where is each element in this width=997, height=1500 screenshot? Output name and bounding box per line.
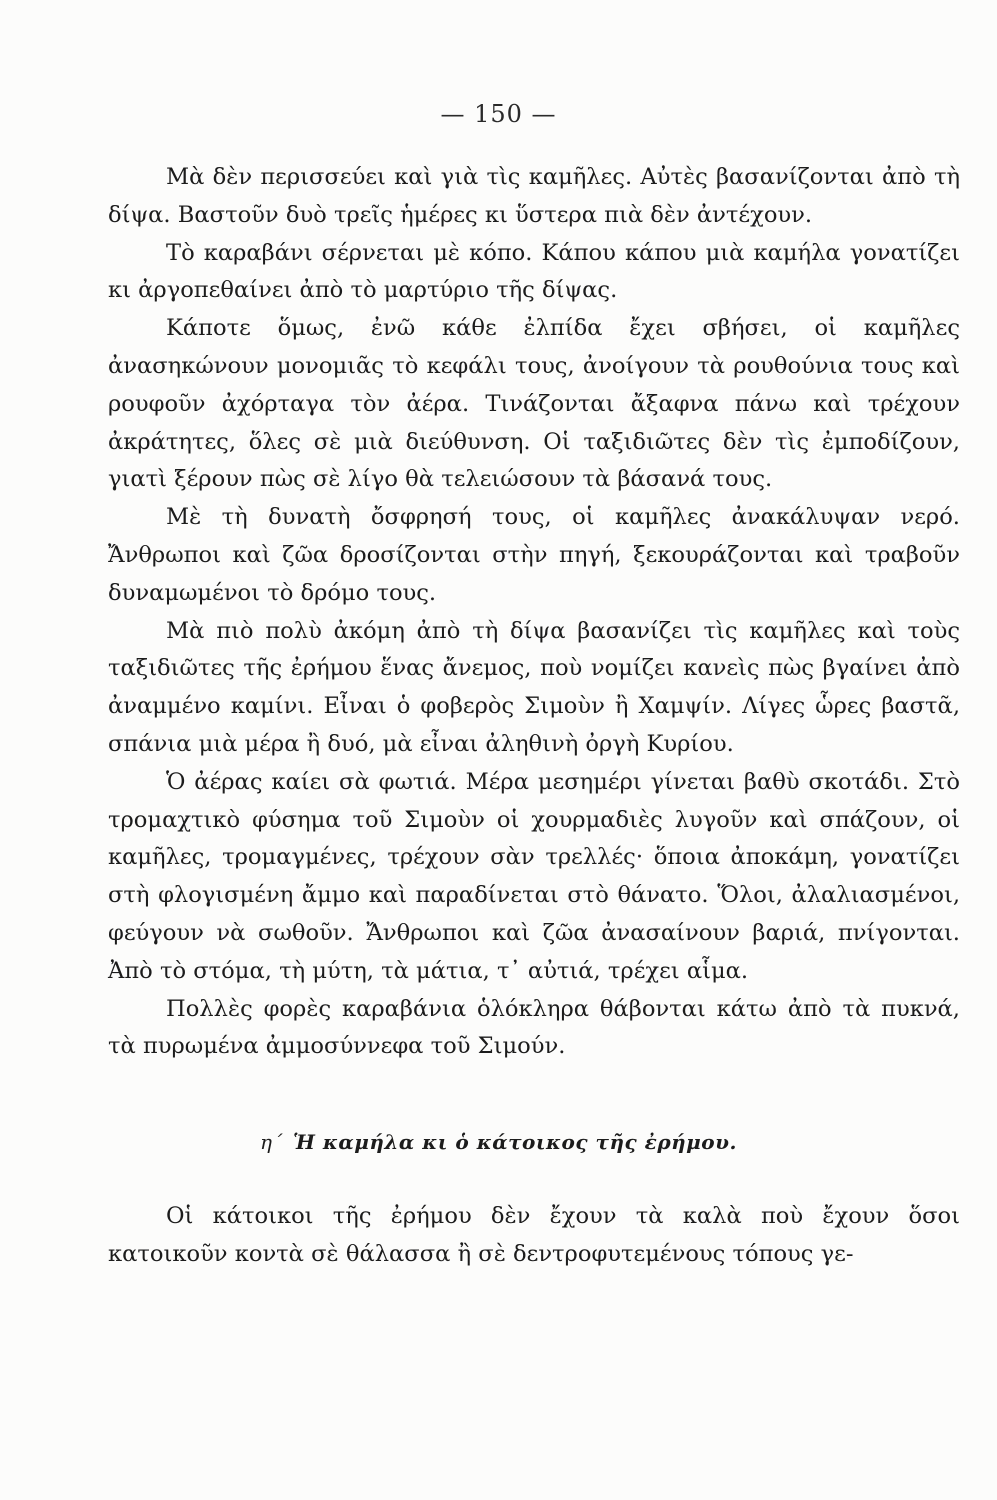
paragraph-5: Μὰ πιὸ πολὺ ἀκόμη ἀπὸ τὴ δίψα βασανίζει τὶς καμῆλες καὶ τοὺς ταξιδιῶτες τῆς ἐρήμου ἕνας ἄνεμος, ποὺ νομίζει κανεὶς πὼς βγαίνει ἀπὸ ἀναμμένο καμίνι. Εἶναι ὁ φοβερὸς Σιμοὺν ἢ Χαμψίν. Λίγες ὧρες βαστᾶ, σπάνια μιὰ μέρα ἢ δυό, μὰ εἶναι ἀληθινὴ ὀργὴ Κυρίου. (108, 617, 960, 757)
paragraph-7: Πολλὲς φορὲς καραβάνια ὁλόκληρα θάβονται κάτω ἀπὸ τὰ πυκνά, τὰ πυρωμένα ἀμμοσύννεφα τοῦ Σιμούν. (108, 995, 960, 1060)
paragraph-4: Μὲ τὴ δυνατὴ ὄσφρησή τους, οἱ καμῆλες ἀνακάλυψαν νερό. Ἄνθρωποι καὶ ζῶα δροσίζονται στὴν πηγή, ξεκουράζονται καὶ τραβοῦν δυναμωμένοι τὸ δρόμο τους. (108, 504, 960, 606)
body-text (108, 159, 960, 1066)
section-paragraph-1: Οἱ κάτοικοι τῆς ἐρήμου δὲν ἔχουν τὰ καλὰ ποὺ ἔχουν ὅσοι κατοικοῦν κοντὰ σὲ θάλασσα ἢ σὲ δεντροφυτεμένους τόπους γε- (108, 1203, 960, 1267)
section-heading (0, 1130, 997, 1154)
page-number: — 150 — (440, 100, 557, 128)
paragraph-6: Ὁ ἀέρας καίει σὰ φωτιά. Μέρα μεσημέρι γίνεται βαθὺ σκοτάδι. Στὸ τρομαχτικὸ φύσημα τοῦ Σιμοὺν οἱ χουρμαδιὲς λυγοῦν καὶ σπάζουν, οἱ καμῆλες, τρομαγμένες, τρέχουν σὰν τρελλές· ὅποια ἀποκάμη, γονατίζει στὴ φλογισμένη ἄμμο καὶ παραδίνεται στὸ θάνατο. Ὅλοι, ἀλαλιασμένοι, φεύγουν νὰ σωθοῦν. Ἄνθρωποι καὶ ζῶα ἀνασαίνουν βαριά, πνίγονται. Ἀπὸ τὸ στόμα, τὴ μύτη, τὰ μάτια, τ᾿ αὐτιά, τρέχει αἷμα. (108, 768, 960, 984)
section-text (108, 1198, 960, 1274)
paragraph-2: Τὸ καραβάνι σέρνεται μὲ κόπο. Κάπου κάπου μιὰ καμήλα γονατίζει κι ἀργοπεθαίνει ἀπὸ τὸ μαρτύριο τῆς δίψας. (108, 239, 960, 304)
section-numeral: η΄ (260, 1130, 283, 1154)
paragraph-3: Κάποτε ὅμως, ἐνῶ κάθε ἐλπίδα ἔχει σβήσει, οἱ καμῆλες ἀνασηκώνουν μονομιᾶς τὸ κεφάλι τους, ἀνοίγουν τὰ ρουθούνια τους καὶ ρουφοῦν ἀχόρταγα τὸν ἀέρα. Τινάζονται ἄξαφνα πάνω καὶ τρέχουν ἀκράτητες, ὅλες σὲ μιὰ διεύθυνση. Οἱ ταξιδιῶτες δὲν τὶς ἐμποδίζουν, γιατὶ ξέρουν πὼς σὲ λίγο θὰ τελειώσουν τὰ βάσανά τους. (108, 315, 960, 493)
paragraph-1: Μὰ δὲν περισσεύει καὶ γιὰ τὶς καμῆλες. Αὐτὲς βασανίζονται ἀπὸ τὴ δίψα. Βαστοῦν δυὸ τρεῖς ἡμέρες κι ὕστερα πιὰ δὲν ἀντέχουν. (108, 164, 960, 228)
section-title: Ἡ καμήλα κι ὁ κάτοικος τῆς ἐρήμου. (292, 1130, 737, 1154)
